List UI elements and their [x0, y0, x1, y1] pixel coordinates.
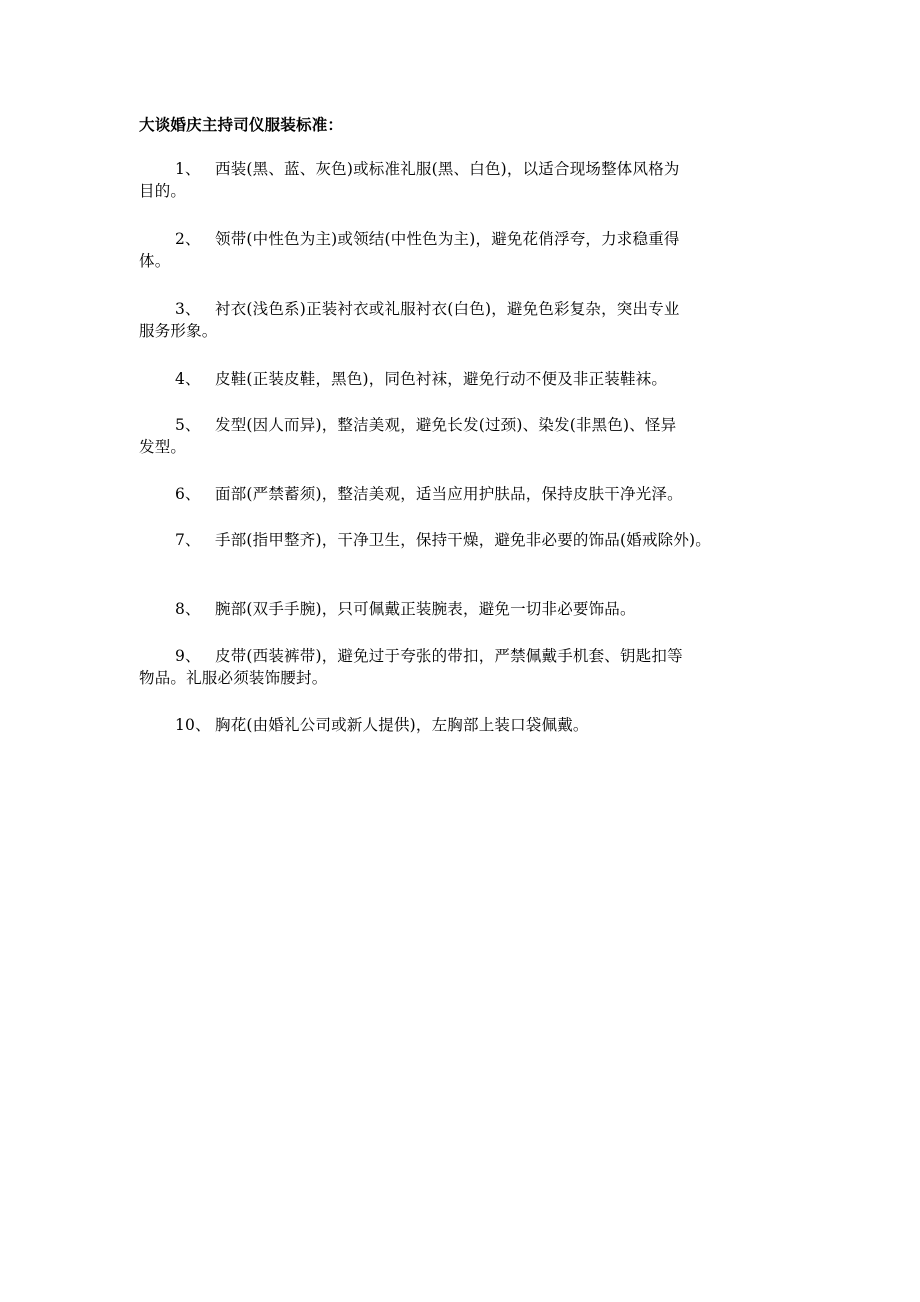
list-item	[139, 298, 779, 342]
list-item	[139, 158, 779, 202]
item-text-continued: 服务形象。	[139, 322, 218, 340]
document-title: 大谈婚庆主持司仪服装标准：	[139, 116, 344, 134]
list-item	[139, 228, 779, 272]
item-number: 10、	[175, 716, 211, 734]
list-item	[139, 529, 779, 551]
item-number: 4、	[175, 370, 201, 388]
list-item	[139, 714, 779, 736]
item-text: 西装(黑、蓝、灰色)或标准礼服(黑、白色)，以适合现场整体风格为	[215, 160, 680, 178]
item-text-continued: 发型。	[139, 438, 187, 456]
list-item	[139, 598, 779, 620]
item-text: 面部(严禁蓄须)，整洁美观，适当应用护肤品，保持皮肤干净光泽。	[215, 485, 683, 503]
item-text: 腕部(双手手腕)，只可佩戴正装腕表，避免一切非必要饰品。	[215, 600, 636, 618]
list-item	[139, 645, 779, 689]
item-text: 胸花(由婚礼公司或新人提供)，左胸部上装口袋佩戴。	[215, 716, 589, 734]
list-item	[139, 414, 779, 458]
item-text: 皮鞋(正装皮鞋，黑色)，同色衬袜，避免行动不便及非正装鞋袜。	[215, 370, 668, 388]
item-text-continued: 体。	[139, 252, 171, 270]
item-text: 领带(中性色为主)或领结(中性色为主)，避免花俏浮夸，力求稳重得	[215, 230, 680, 248]
item-number: 1、	[175, 160, 201, 178]
item-text-continued: 目的。	[139, 182, 187, 200]
item-number: 2、	[175, 230, 201, 248]
item-text: 手部(指甲整齐)，干净卫生，保持干燥，避免非必要的饰品(婚戒除外)。	[215, 531, 711, 549]
item-text: 皮带(西装裤带)，避免过于夸张的带扣，严禁佩戴手机套、钥匙扣等	[215, 647, 683, 665]
item-number: 9、	[175, 647, 201, 665]
item-text: 发型(因人而异)，整洁美观，避免长发(过颈)、染发(非黑色)、怪异	[215, 416, 677, 434]
item-number: 6、	[175, 485, 201, 503]
list-item	[139, 368, 779, 390]
item-number: 8、	[175, 600, 201, 618]
item-number: 5、	[175, 416, 201, 434]
item-number: 3、	[175, 300, 201, 318]
item-text: 衬衣(浅色系)正装衬衣或礼服衬衣(白色)，避免色彩复杂，突出专业	[215, 300, 680, 318]
list-item	[139, 483, 779, 505]
item-text-continued: 物品。礼服必须装饰腰封。	[139, 669, 328, 687]
item-number: 7、	[175, 531, 201, 549]
